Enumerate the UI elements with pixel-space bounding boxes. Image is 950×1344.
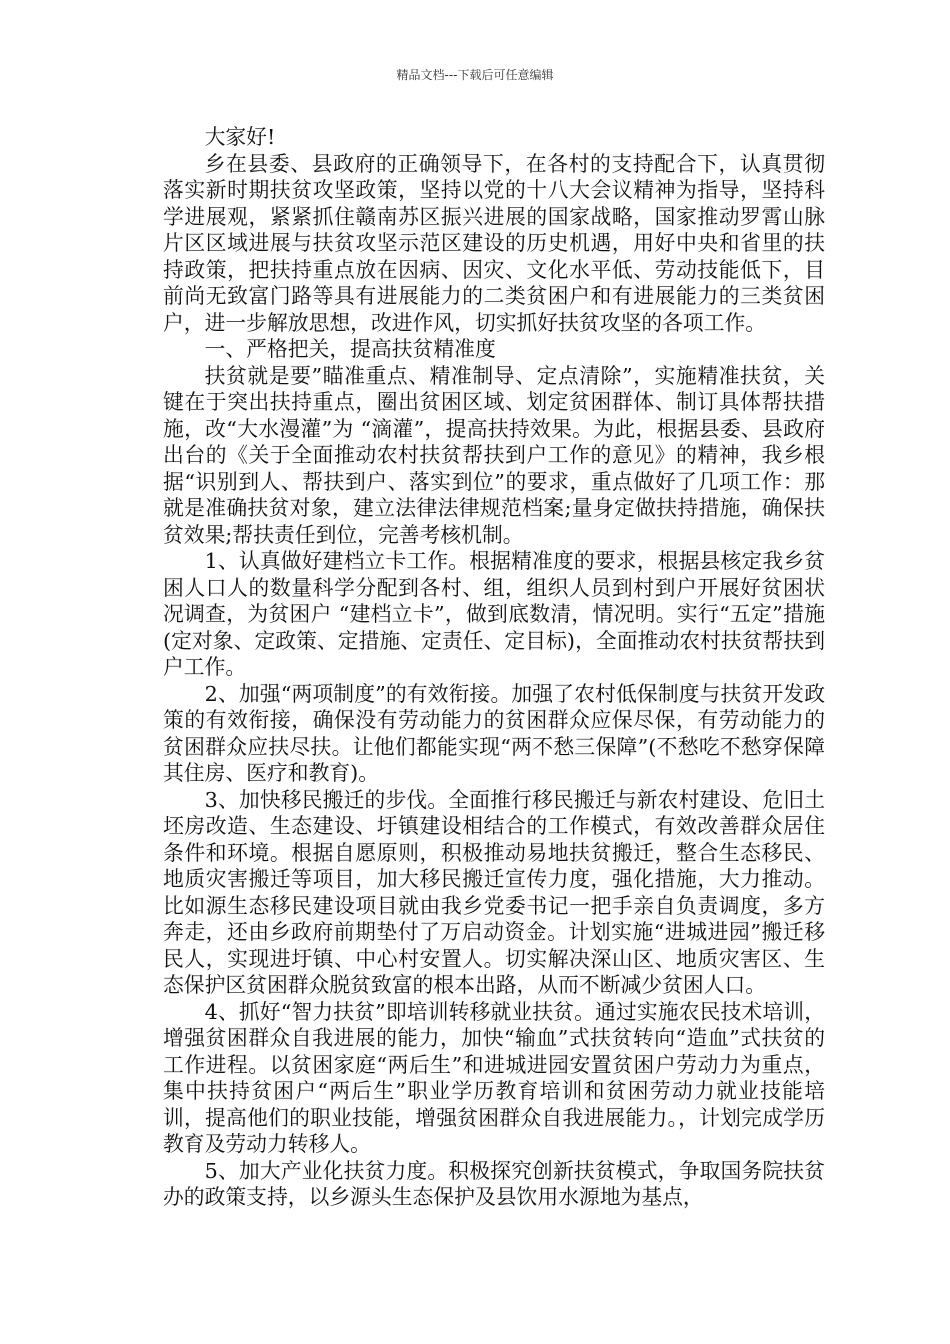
greeting-paragraph: 大家好! bbox=[204, 125, 276, 149]
intro-paragraph: 乡在县委、县政府的正确领导下，在各村的支持配合下，认真贯彻落实新时期扶贫攻坚政策，坚持以党的十八大会议精神为指导，坚持科学进展观，紧紧抓住赣南苏区振兴进展的国家战略，国家推动罗霄山脉片区区域进展与扶贫攻坚示范区建设的历史机遇，用好中央和省里的扶持政策，把扶持重点放在因病、因灾、文化水平低、劳动技能低下，目前尚无致富门路等具有进展能力的二类贫困户和有进展能力的三类贫困户，进一步解放思想，改进作风，切实抓好扶贫攻坚的各项工作。 bbox=[163, 151, 825, 335]
page-header: 精品文档---下载后可任意编辑 bbox=[396, 68, 554, 82]
list-item-5: 5、加大产业化扶贫力度。积极探究创新扶贫模式，争取国务院扶贫办的政策支持，以乡源头生态保护及县饮用水源地为基点， bbox=[163, 1158, 825, 1209]
list-item-3: 3、加快移民搬迁的步伐。全面推行移民搬迁与新农村建设、危旧土坯房改造、生态建设、圩镇建设相结合的工作模式，有效改善群众居住条件和环境。根据自愿原则，积极推动易地扶贫搬迁，整合生态移民、地质灾害搬迁等项目，加大移民搬迁宣传力度，强化措施，大力推动。比如源生态移民建设项目就由我乡党委书记一把手亲自负责调度，多方奔走，还由乡政府前期垫付了万启动资金。计划实施“进城进园”搬迁移民人，实现进圩镇、中心村安置人。切实解决深山区、地质灾害区、生态保护区贫困群众脱贫致富的根本出路，从而不断减少贫困人口。 bbox=[163, 787, 825, 997]
list-item-4: 4、抓好“智力扶贫”即培训转移就业扶贫。通过实施农民技术培训，增强贫困群众自我进展的能力，加快“输血”式扶贫转向“造血”式扶贫的工作进程。以贫困家庭“两后生”和进城进园安置贫困户劳动力为重点，集中扶持贫困户“两后生”职业学历教育培训和贫困劳动力就业技能培训，提高他们的职业技能，增强贫困群众自我进展能力。，计划完成学历教育及劳动力转移人。 bbox=[163, 999, 825, 1156]
section-heading: 一、严格把关，提高扶贫精准度 bbox=[204, 337, 496, 361]
document-body bbox=[163, 124, 825, 1211]
list-item-1: 1、认真做好建档立卡工作。根据精准度的要求，根据县核定我乡贫困人口人的数量科学分配到各村、组，组织人员到村到户开展好贫困状况调查，为贫困户 “建档立卡”，做到底数清，情况明。实行“五定”措施(定对象、定政策、定措施、定责任、定目标)，全面推动农村扶贫帮扶到户工作。 bbox=[163, 549, 825, 679]
body-paragraph: 扶贫就是要”瞄准重点、精准制导、定点清除”，实施精准扶贫，关键在于突出扶持重点，圈出贫困区域、划定贫困群体、制订具体帮扶措施，改“大水漫灌”为 “滴灌”，提高扶持效果。为此，根据县委、县政府出台的《关于全面推动农村扶贫帮扶到户工作的意见》的精神，我乡根据“识别到人、帮扶到户、落实到位”的要求，重点做好了几项工作：那就是准确扶贫对象，建立法律法律规范档案;量身定做扶持措施，确保扶贫效果;帮扶责任到位，完善考核机制。 bbox=[163, 363, 825, 547]
list-item-2: 2、加强“两项制度”的有效衔接。加强了农村低保制度与扶贫开发政策的有效衔接，确保没有劳动能力的贫困群众应保尽保，有劳动能力的贫困群众应扶尽扶。让他们都能实现“两不愁三保障”(不愁吃不愁穿保障其住房、医疗和教育)。 bbox=[163, 681, 825, 785]
